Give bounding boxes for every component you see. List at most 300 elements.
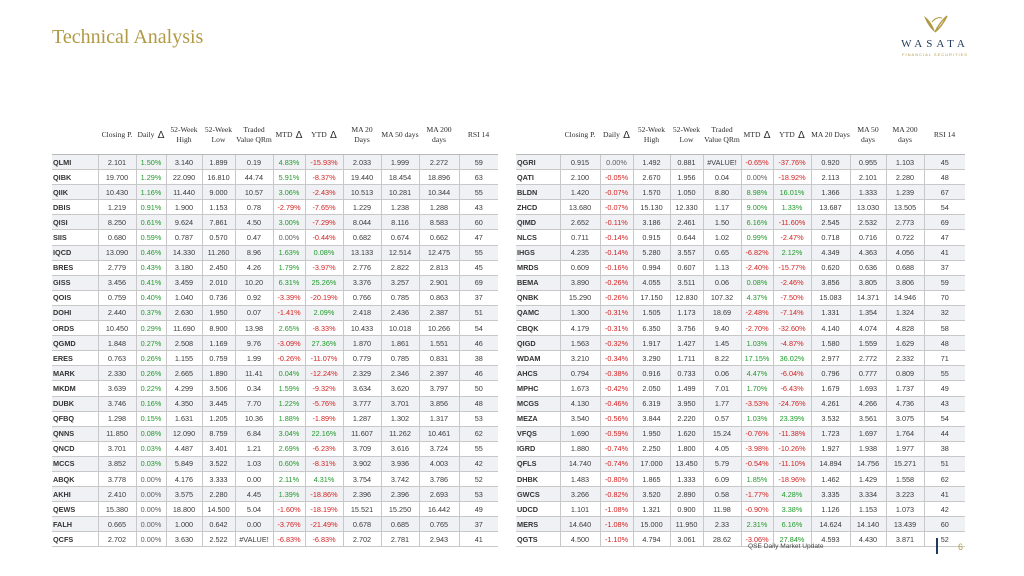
table-cell: 2.901 xyxy=(419,275,459,290)
table-row xyxy=(52,396,498,411)
table-cell: 4.500 xyxy=(560,532,600,547)
table-cell: 3.075 xyxy=(886,411,924,426)
table-cell: 16.810 xyxy=(202,170,235,185)
table-cell: 2.943 xyxy=(419,532,459,547)
ticker-cell: QIIK xyxy=(52,185,98,200)
table-cell: 4.487 xyxy=(166,441,202,456)
table-cell: -1.41% xyxy=(273,305,305,320)
table-cell: 2.12% xyxy=(773,245,811,260)
table-cell: 3.376 xyxy=(343,275,381,290)
table-cell: 0.763 xyxy=(98,351,136,366)
table-row xyxy=(516,517,965,532)
table-cell: 2.772 xyxy=(850,351,886,366)
table-cell: 2.101 xyxy=(98,155,136,170)
table-row xyxy=(52,456,498,471)
column-header-label: Closing P. xyxy=(101,130,133,139)
table-cell: 5.849 xyxy=(166,456,202,471)
table-cell: 4.26 xyxy=(235,260,273,275)
column-header xyxy=(633,116,670,155)
table-cell: 1.101 xyxy=(560,502,600,517)
table-cell: 10.266 xyxy=(419,321,459,336)
technical-table-left xyxy=(52,116,498,547)
table-row xyxy=(516,275,965,290)
table-cell: 19.440 xyxy=(343,170,381,185)
table-cell: 13.680 xyxy=(560,200,600,215)
column-header-label: MA 50 days xyxy=(381,130,419,139)
table-cell: 3.401 xyxy=(202,441,235,456)
table-cell: 14.624 xyxy=(811,517,850,532)
table-cell: 2.545 xyxy=(811,215,850,230)
table-cell: -11.60% xyxy=(773,215,811,230)
table-row xyxy=(516,305,965,320)
table-cell: 4.349 xyxy=(811,245,850,260)
ticker-cell: QGTS xyxy=(516,532,560,547)
ticker-cell: DHBK xyxy=(516,471,560,486)
table-cell: 0.674 xyxy=(381,230,419,245)
table-cell: 0.636 xyxy=(850,260,886,275)
table-cell: 1.22% xyxy=(273,396,305,411)
table-cell: 0.609 xyxy=(560,260,600,275)
table-cell: 3.459 xyxy=(166,275,202,290)
table-row xyxy=(516,471,965,486)
table-cell: 3.701 xyxy=(98,441,136,456)
table-cell: 0.794 xyxy=(560,366,600,381)
table-cell: 62 xyxy=(924,471,965,486)
column-header-label: 52-Week Low xyxy=(204,125,233,144)
column-header-label: MTD xyxy=(743,129,761,139)
table-row xyxy=(516,441,965,456)
table-cell: 0.736 xyxy=(202,290,235,305)
table-cell: 17.15% xyxy=(741,351,773,366)
table-cell: -24.76% xyxy=(773,396,811,411)
table-cell: 1.697 xyxy=(850,426,886,441)
table-cell: 1.927 xyxy=(811,441,850,456)
table-cell: -3.09% xyxy=(273,336,305,351)
column-header xyxy=(560,116,600,155)
table-cell: 4.299 xyxy=(166,381,202,396)
table-cell: 19.700 xyxy=(98,170,136,185)
table-cell: 0.40% xyxy=(136,290,166,305)
table-cell: -15.93% xyxy=(305,155,343,170)
table-cell: -0.80% xyxy=(600,471,633,486)
table-cell: -1.10% xyxy=(600,532,633,547)
column-header xyxy=(670,116,703,155)
table-cell: 2.329 xyxy=(343,366,381,381)
table-cell: 2.101 xyxy=(850,170,886,185)
table-cell: 0.785 xyxy=(381,351,419,366)
table-cell: 1.321 xyxy=(633,502,670,517)
ticker-cell: QGRI xyxy=(516,155,560,170)
table-cell: 0.26% xyxy=(136,366,166,381)
delta-icon: Δ xyxy=(292,129,303,141)
table-cell: 1.17 xyxy=(703,200,741,215)
table-row xyxy=(52,381,498,396)
table-row xyxy=(516,487,965,502)
column-header-label: 52-Week High xyxy=(170,125,198,144)
column-header xyxy=(850,116,886,155)
ticker-cell: IHGS xyxy=(516,245,560,260)
table-row xyxy=(52,411,498,426)
table-cell: 42 xyxy=(459,456,498,471)
table-cell: 11.850 xyxy=(98,426,136,441)
table-row xyxy=(516,321,965,336)
table-cell: 4.28% xyxy=(773,487,811,502)
table-cell: -0.31% xyxy=(600,321,633,336)
table-cell: 1.29% xyxy=(136,170,166,185)
table-cell: 0.685 xyxy=(381,517,419,532)
table-cell: 13.450 xyxy=(670,456,703,471)
table-cell: 37 xyxy=(459,517,498,532)
table-cell: 18.896 xyxy=(419,170,459,185)
table-cell: 2.09% xyxy=(305,305,343,320)
table-cell: 1.559 xyxy=(850,336,886,351)
column-header-label: YTD xyxy=(779,129,795,139)
table-cell: 14.500 xyxy=(202,502,235,517)
table-cell: 14.640 xyxy=(560,517,600,532)
table-cell: 1.505 xyxy=(633,305,670,320)
column-header-label: MA 50 days xyxy=(857,125,879,144)
table-cell: 1.13 xyxy=(703,260,741,275)
table-cell: 3.701 xyxy=(381,396,419,411)
column-header xyxy=(235,116,273,155)
table-row xyxy=(52,215,498,230)
table-cell: 2.702 xyxy=(343,532,381,547)
table-cell: -0.74% xyxy=(600,456,633,471)
table-cell: 11.262 xyxy=(381,426,419,441)
table-cell: 4.140 xyxy=(811,321,850,336)
table-cell: 0.19 xyxy=(235,155,273,170)
table-cell: 0.46% xyxy=(136,245,166,260)
table-cell: 2.977 xyxy=(811,351,850,366)
table-row xyxy=(516,245,965,260)
table-cell: 2.330 xyxy=(98,366,136,381)
table-cell: 1.900 xyxy=(166,200,202,215)
table-cell: 3.561 xyxy=(850,411,886,426)
table-row xyxy=(52,502,498,517)
table-row xyxy=(516,215,965,230)
table-cell: 48 xyxy=(459,396,498,411)
table-cell: 1.420 xyxy=(560,185,600,200)
table-cell: 1.03 xyxy=(235,456,273,471)
column-header xyxy=(741,116,773,155)
table-cell: 1.79% xyxy=(273,260,305,275)
table-cell: 49 xyxy=(924,381,965,396)
table-cell: 1.173 xyxy=(670,305,703,320)
table-cell: 0.00% xyxy=(136,502,166,517)
table-cell: 3.290 xyxy=(633,351,670,366)
table-cell: 2.776 xyxy=(343,260,381,275)
table-cell: 17.150 xyxy=(633,290,670,305)
table-cell: 67 xyxy=(924,185,965,200)
table-cell: 3.742 xyxy=(381,471,419,486)
table-cell: 11.607 xyxy=(343,426,381,441)
table-cell: 10.513 xyxy=(343,185,381,200)
table-row xyxy=(516,170,965,185)
table-cell: 0.59% xyxy=(136,230,166,245)
table-cell: 59 xyxy=(924,275,965,290)
table-cell: 1.690 xyxy=(560,426,600,441)
table-cell: -7.65% xyxy=(305,200,343,215)
column-header xyxy=(202,116,235,155)
table-cell: 53 xyxy=(459,411,498,426)
table-cell: -0.07% xyxy=(600,200,633,215)
table-cell: 2.670 xyxy=(633,170,670,185)
table-header-row xyxy=(52,116,498,155)
table-cell: 37 xyxy=(459,290,498,305)
table-cell: 0.00 xyxy=(235,517,273,532)
table-cell: 1.693 xyxy=(850,381,886,396)
table-cell: 2.890 xyxy=(670,487,703,502)
table-cell: 0.00% xyxy=(741,170,773,185)
table-cell: 3.616 xyxy=(381,441,419,456)
column-header xyxy=(811,116,850,155)
table-cell: 3.333 xyxy=(202,471,235,486)
table-cell: -3.97% xyxy=(305,260,343,275)
delta-icon: Δ xyxy=(760,129,771,141)
table-cell: 0.06 xyxy=(703,275,741,290)
table-cell: -3.76% xyxy=(273,517,305,532)
table-cell: 0.06 xyxy=(703,366,741,381)
table-cell: -0.07% xyxy=(600,185,633,200)
column-header-label: MA 20 Days xyxy=(811,130,850,139)
table-cell: -21.49% xyxy=(305,517,343,532)
table-cell: 3.902 xyxy=(343,456,381,471)
table-cell: -9.32% xyxy=(305,381,343,396)
table-row xyxy=(516,155,965,170)
table-cell: 3.00% xyxy=(273,215,305,230)
table-cell: 2.440 xyxy=(98,305,136,320)
ticker-cell: NLCS xyxy=(516,230,560,245)
table-cell: 3.140 xyxy=(166,155,202,170)
table-row xyxy=(52,230,498,245)
table-row xyxy=(52,275,498,290)
table-cell: -0.59% xyxy=(600,426,633,441)
table-cell: 1.499 xyxy=(670,381,703,396)
table-cell: 0.00% xyxy=(136,517,166,532)
table-cell: 3.709 xyxy=(343,441,381,456)
table-cell: 5.04 xyxy=(235,502,273,517)
table-cell: 0.03% xyxy=(136,441,166,456)
table-cell: 1.764 xyxy=(886,426,924,441)
table-cell: 1.219 xyxy=(98,200,136,215)
table-row xyxy=(516,351,965,366)
table-cell: 0.29% xyxy=(136,321,166,336)
table-cell: 3.724 xyxy=(419,441,459,456)
table-cell: 3.210 xyxy=(560,351,600,366)
ticker-cell: SIIS xyxy=(52,230,98,245)
table-cell: 0.04% xyxy=(273,366,305,381)
logo-subtitle: FINANCIAL SECURITIES xyxy=(902,52,968,57)
table-cell: 3.630 xyxy=(166,532,202,547)
table-cell: 1.950 xyxy=(202,305,235,320)
table-cell: -2.48% xyxy=(741,305,773,320)
table-cell: 3.522 xyxy=(202,456,235,471)
table-cell: -7.14% xyxy=(773,305,811,320)
table-cell: 0.620 xyxy=(811,260,850,275)
ticker-cell: DUBK xyxy=(52,396,98,411)
table-cell: 2.461 xyxy=(670,215,703,230)
table-cell: -18.96% xyxy=(773,471,811,486)
table-cell: -0.26% xyxy=(273,351,305,366)
table-cell: 47 xyxy=(924,230,965,245)
table-cell: 4.430 xyxy=(850,532,886,547)
table-cell: -0.34% xyxy=(600,351,633,366)
table-cell: 60 xyxy=(459,215,498,230)
table-cell: 13.030 xyxy=(850,200,886,215)
table-cell: 11.950 xyxy=(670,517,703,532)
table-cell: 0.04 xyxy=(703,170,741,185)
table-cell: -15.77% xyxy=(773,260,811,275)
table-cell: 1.45 xyxy=(703,336,741,351)
table-cell: 0.26% xyxy=(136,351,166,366)
table-cell: 9.00% xyxy=(741,200,773,215)
table-cell: -32.60% xyxy=(773,321,811,336)
table-row xyxy=(516,426,965,441)
table-cell: 3.871 xyxy=(886,532,924,547)
table-cell: 1.631 xyxy=(166,411,202,426)
table-cell: -12.24% xyxy=(305,366,343,381)
table-cell: 4.266 xyxy=(850,396,886,411)
table-cell: 1.50 xyxy=(703,215,741,230)
ticker-cell: QFBQ xyxy=(52,411,98,426)
ticker-cell: QGMD xyxy=(52,336,98,351)
table-cell: -4.87% xyxy=(773,336,811,351)
table-cell: 51 xyxy=(459,305,498,320)
table-cell: 15.290 xyxy=(560,290,600,305)
table-cell: 10.281 xyxy=(381,185,419,200)
table-cell: 12.514 xyxy=(381,245,419,260)
table-cell: 3.797 xyxy=(419,381,459,396)
table-cell: 0.22% xyxy=(136,381,166,396)
table-cell: 0.688 xyxy=(886,260,924,275)
column-header-label: RSI 14 xyxy=(933,130,956,139)
table-cell: 1.899 xyxy=(202,155,235,170)
table-cell: 10.433 xyxy=(343,321,381,336)
table-cell: -0.31% xyxy=(600,305,633,320)
table-cell: 15.380 xyxy=(98,502,136,517)
table-cell: 45 xyxy=(924,155,965,170)
table-cell: 3.335 xyxy=(811,487,850,502)
table-cell: 0.644 xyxy=(670,230,703,245)
table-cell: 0.34 xyxy=(235,381,273,396)
table-cell: 0.07 xyxy=(235,305,273,320)
ticker-cell: ABQK xyxy=(52,471,98,486)
table-cell: 0.920 xyxy=(811,155,850,170)
table-cell: 46 xyxy=(459,336,498,351)
table-cell: 10.20 xyxy=(235,275,273,290)
table-cell: 0.665 xyxy=(98,517,136,532)
table-cell: -2.70% xyxy=(741,321,773,336)
table-cell: 46 xyxy=(459,366,498,381)
table-row xyxy=(516,396,965,411)
table-cell: 15.271 xyxy=(886,456,924,471)
table-cell: 14.330 xyxy=(166,245,202,260)
table-cell: 4.056 xyxy=(886,245,924,260)
table-cell: 0.16% xyxy=(136,396,166,411)
table-cell: -3.98% xyxy=(741,441,773,456)
table-cell: 107.32 xyxy=(703,290,741,305)
table-cell: 9.76 xyxy=(235,336,273,351)
table-cell: 0.15% xyxy=(136,411,166,426)
table-row xyxy=(52,336,498,351)
table-cell: 11.41 xyxy=(235,366,273,381)
table-cell: 0.680 xyxy=(98,230,136,245)
table-row xyxy=(52,185,498,200)
table-cell: 13.687 xyxy=(811,200,850,215)
table-row xyxy=(516,336,965,351)
table-cell: 3.639 xyxy=(98,381,136,396)
table-cell: 4.45 xyxy=(235,487,273,502)
table-cell: 1.629 xyxy=(886,336,924,351)
table-cell: 4.05 xyxy=(703,441,741,456)
table-cell: 0.881 xyxy=(670,155,703,170)
table-cell: 0.718 xyxy=(811,230,850,245)
table-cell: 1.865 xyxy=(633,471,670,486)
table-cell: 1.103 xyxy=(886,155,924,170)
table-cell: 3.445 xyxy=(202,396,235,411)
table-cell: 8.759 xyxy=(202,426,235,441)
table-cell: 1.302 xyxy=(381,411,419,426)
table-cell: 59 xyxy=(459,155,498,170)
table-cell: 1.492 xyxy=(633,155,670,170)
table-row xyxy=(52,155,498,170)
table-cell: -8.33% xyxy=(305,321,343,336)
table-cell: 1.39% xyxy=(273,487,305,502)
table-cell: 0.662 xyxy=(419,230,459,245)
table-cell: -0.16% xyxy=(600,260,633,275)
table-cell: 9.000 xyxy=(202,185,235,200)
table-cell: 2.113 xyxy=(811,170,850,185)
table-cell: 4.130 xyxy=(560,396,600,411)
table-cell: 41 xyxy=(924,245,965,260)
table-cell: 2.332 xyxy=(886,351,924,366)
table-cell: 2.250 xyxy=(633,441,670,456)
table-cell: 18.800 xyxy=(166,502,202,517)
table-cell: 1.050 xyxy=(670,185,703,200)
table-cell: 0.08% xyxy=(305,245,343,260)
ticker-cell: GISS xyxy=(52,275,98,290)
table-cell: -6.23% xyxy=(305,441,343,456)
table-cell: 0.722 xyxy=(886,230,924,245)
table-cell: 3.266 xyxy=(560,487,600,502)
table-cell: 17.000 xyxy=(633,456,670,471)
table-cell: 3.778 xyxy=(98,471,136,486)
table-cell: 8.22 xyxy=(703,351,741,366)
ticker-cell: VFQS xyxy=(516,426,560,441)
ticker-cell: QOIS xyxy=(52,290,98,305)
table-row xyxy=(52,471,498,486)
ticker-cell: DBIS xyxy=(52,200,98,215)
footer-divider xyxy=(936,538,938,554)
table-cell: 4.50 xyxy=(235,215,273,230)
table-cell: 1.073 xyxy=(886,502,924,517)
table-cell: 1.880 xyxy=(560,441,600,456)
table-cell: 8.250 xyxy=(98,215,136,230)
table-cell: 43 xyxy=(924,396,965,411)
table-cell: -18.92% xyxy=(773,170,811,185)
table-cell: 0.779 xyxy=(343,351,381,366)
table-cell: 55 xyxy=(459,441,498,456)
table-cell: 9.40 xyxy=(703,321,741,336)
table-cell: 12.475 xyxy=(419,245,459,260)
table-cell: 2.665 xyxy=(166,366,202,381)
table-cell: 0.00% xyxy=(136,471,166,486)
table-cell: -2.43% xyxy=(305,185,343,200)
table-cell: 0.08% xyxy=(741,275,773,290)
table-cell: 0.92 xyxy=(235,290,273,305)
table-cell: -0.14% xyxy=(600,245,633,260)
table-cell: 1.03% xyxy=(741,336,773,351)
